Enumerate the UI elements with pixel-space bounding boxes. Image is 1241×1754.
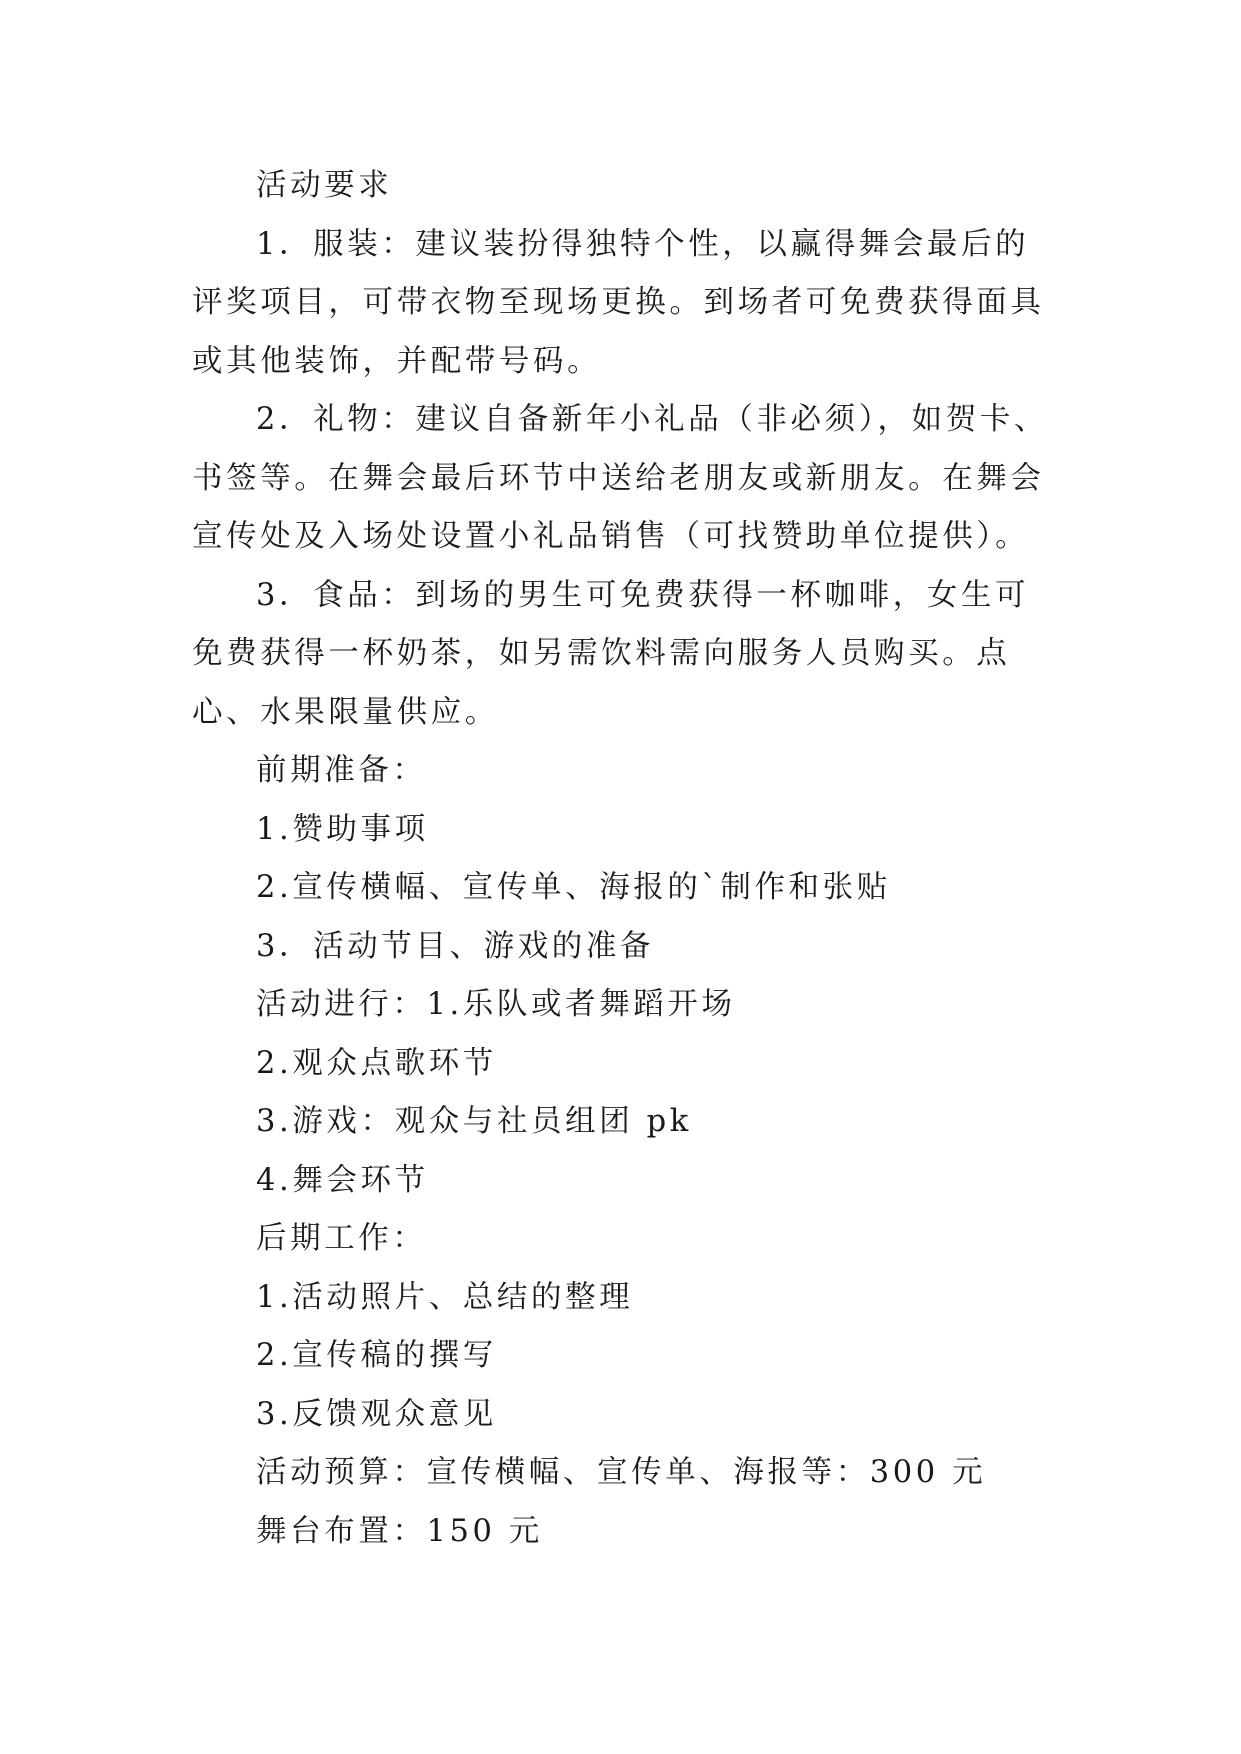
list-item: 1.赞助事项 — [256, 811, 429, 847]
list-item: 3.反馈观众意见 — [256, 1396, 497, 1432]
paragraph-clothing: 1．服装：建议装扮得独特个性，以赢得舞会最后的评奖项目，可带衣物至现场更换。到场者可免费获得面具或其他装饰，并配带号码。 — [192, 226, 1045, 379]
list-item: 4.舞会环节 — [256, 1162, 429, 1198]
paragraph-preparation-heading: 前期准备： — [256, 753, 427, 788]
list-item: 1.活动照片、总结的整理 — [256, 1279, 634, 1315]
list-item: 2.宣传横幅、宣传单、海报的`制作和张贴 — [256, 870, 891, 905]
paragraph-heading-requirements: 活动要求 — [256, 168, 393, 203]
paragraph-budget: 活动预算：宣传横幅、宣传单、海报等：300 元 — [256, 1455, 987, 1490]
paragraph-food: 3．食品：到场的男生可免费获得一杯咖啡，女生可免费获得一杯奶茶，如另需饮料需向服务人员购买。点心、水果限量供应。 — [192, 577, 1030, 730]
paragraph-followup-heading: 后期工作： — [256, 1221, 427, 1256]
paragraph-stage-cost: 舞台布置：150 元 — [256, 1513, 543, 1549]
list-item: 2.观众点歌环节 — [256, 1045, 497, 1081]
paragraph-activity-heading: 活动进行：1.乐队或者舞蹈开场 — [256, 987, 736, 1022]
document-body — [192, 157, 1052, 1561]
paragraph-gifts: 2．礼物：建议自备新年小礼品（非必须），如贺卡、书签等。在舞会最后环节中送给老朋友或新朋友。在舞会宣传处及入场处设置小礼品销售（可找赞助单位提供）。 — [192, 402, 1049, 554]
list-item: 2.宣传稿的撰写 — [256, 1338, 497, 1373]
list-item: 3.游戏：观众与社员组团 pk — [256, 1104, 692, 1139]
list-item: 3．活动节目、游戏的准备 — [256, 928, 655, 964]
